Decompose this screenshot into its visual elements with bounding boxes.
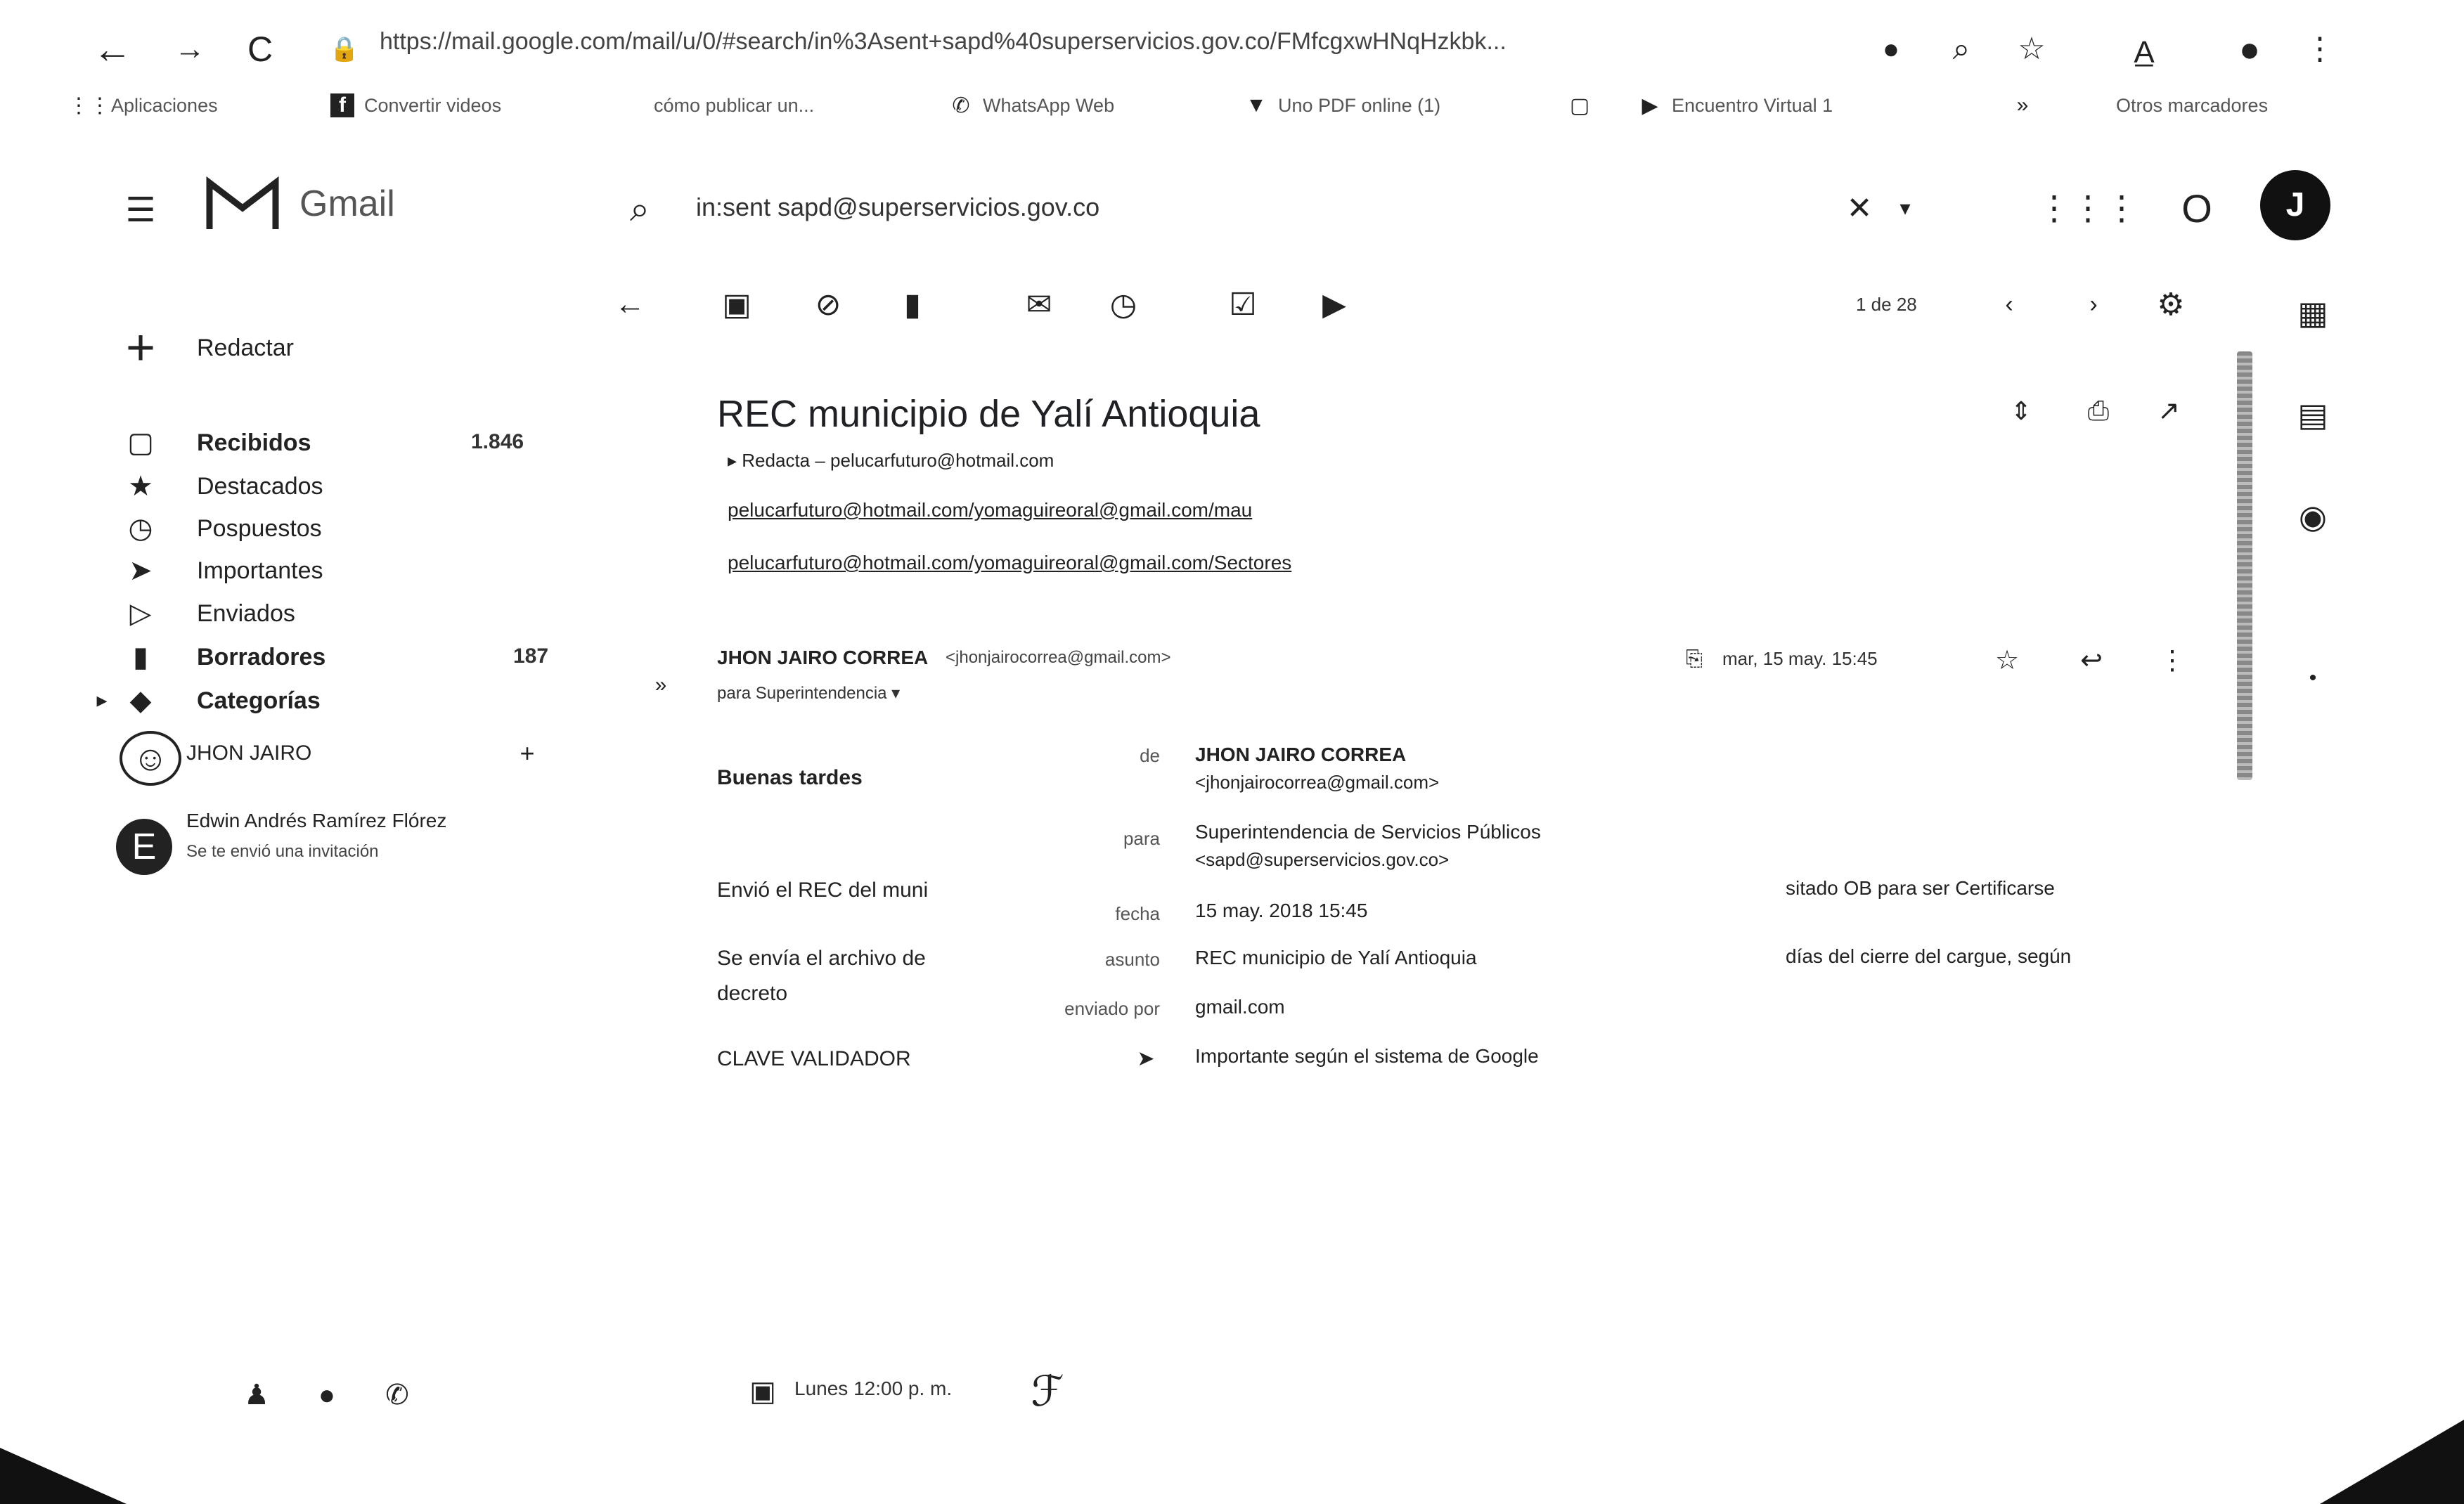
pdf-icon: ▼ (1246, 93, 1267, 117)
bookmark-youtube[interactable]: ▶ Encuentro Virtual 1 (1638, 84, 1833, 127)
new-window-icon[interactable]: ↗ (2157, 396, 2180, 426)
notifications-icon[interactable]: O (2181, 186, 2212, 231)
sidebar-item-pospuestos[interactable]: Pospuestos (197, 514, 322, 542)
draft-icon: ▮ (132, 642, 148, 673)
body-line-greeting: Buenas tardes (717, 766, 863, 789)
sender-email: <jhonjairocorrea@gmail.com> (946, 648, 1171, 667)
label-icon: ◆ (129, 685, 152, 716)
reload-icon[interactable]: C (247, 30, 273, 69)
extension-icon[interactable]: ● (1882, 34, 1900, 65)
forward-arrow-icon[interactable]: → (174, 32, 205, 66)
sidebar-item-recibidos[interactable]: Recibidos (197, 429, 311, 456)
hangouts-add-icon[interactable]: + (520, 739, 535, 767)
star-message-icon[interactable]: ☆ (1994, 646, 2020, 675)
compose-button[interactable]: Redactar (197, 334, 294, 361)
more-options-icon[interactable]: ⋮ (2159, 646, 2186, 675)
bookmark-page[interactable] (1568, 84, 1592, 127)
search-icon[interactable]: ⌕ (630, 189, 650, 228)
hangouts-chat-icon[interactable]: ▣ (749, 1376, 776, 1407)
bookmarks-bar (68, 84, 2439, 127)
sidebar-item-importantes[interactable]: Importantes (197, 557, 323, 584)
contact-status: Se te envió una invitación (186, 842, 379, 861)
detail-fecha: 15 may. 2018 15:45 (1195, 900, 1368, 921)
snooze-icon[interactable]: ◷ (1109, 287, 1137, 322)
email-subject: REC municipio de Yalí Antioquia (717, 393, 1260, 435)
print-icon[interactable]: ⎙ (2087, 396, 2110, 426)
delete-icon[interactable]: ▮ (903, 287, 922, 322)
body-right-2: días del cierre del cargue, según (1786, 945, 2072, 967)
main-menu-icon[interactable]: ☰ (125, 192, 156, 229)
body-line-clave: CLAVE VALIDADOR (717, 1047, 911, 1070)
reply-icon[interactable]: ↩ (2080, 646, 2103, 675)
gmail-m-icon (204, 176, 281, 232)
phone-icon[interactable]: ✆ (385, 1380, 409, 1411)
bookmark-overflow[interactable] (2011, 84, 2034, 127)
compose-plus-icon[interactable]: + (125, 320, 156, 376)
profile-icon[interactable]: ● (2238, 30, 2261, 69)
settings-gear-icon[interactable]: ⚙ (2157, 287, 2185, 322)
calendar-icon[interactable]: ▦ (2297, 294, 2328, 331)
person-icon[interactable]: ♟ (244, 1380, 269, 1411)
facebook-icon: f (330, 93, 354, 117)
clock-icon: ◷ (128, 513, 153, 544)
search-bar[interactable] (619, 184, 1926, 233)
sidebar-item-categorias[interactable]: Categorías (197, 687, 321, 714)
hangouts-avatar-icon[interactable]: ☺ (120, 731, 181, 786)
hangouts-user[interactable]: JHON JAIRO (186, 741, 312, 765)
detail-label-asunto: asunto (1104, 949, 1160, 970)
apps-grid-icon: ⋮⋮ (68, 93, 110, 117)
detail-para-email: <sapd@superservicios.gov.co> (1195, 849, 1450, 870)
body-line-envio: Envió el REC del muni (717, 879, 929, 902)
expand-arrow-icon[interactable]: ▸ (96, 689, 108, 712)
newer-icon[interactable]: ‹ (2005, 290, 2013, 318)
bookmark-star-icon[interactable]: ☆ (2018, 32, 2046, 66)
detail-de-email: <jhonjairocorrea@gmail.com> (1195, 772, 1440, 793)
to-line[interactable]: para Superintendencia ▾ (717, 684, 901, 703)
bookmark-otros[interactable]: Otros marcadores (2116, 94, 2269, 116)
detail-de-name: JHON JAIRO CORREA (1195, 744, 1407, 765)
scan-corner-left (0, 1448, 127, 1504)
recipients-line[interactable]: ▸ Redacta – pelucarfuturo@hotmail.com (728, 450, 1054, 471)
menu-kebab-icon[interactable]: ⋮ (2304, 32, 2335, 66)
sidebar-count-recibidos: 1.846 (471, 430, 524, 453)
add-task-icon[interactable]: ☑ (1229, 287, 1257, 322)
gmail-logo[interactable]: Gmail (204, 176, 395, 232)
sender-name[interactable]: JHON JAIRO CORREA (717, 647, 929, 668)
body-right-1: sitado OB para ser Certificarse (1786, 877, 2055, 899)
important-icon: ➤ (129, 555, 153, 586)
older-icon[interactable]: › (2089, 290, 2098, 318)
detail-label-fecha: fecha (1115, 903, 1160, 924)
detail-importante: Importante según el sistema de Google (1195, 1045, 1539, 1067)
forward-line-2[interactable]: pelucarfuturo@hotmail.com/yomaguireoral@gmail.com/Sectores (728, 552, 1292, 573)
body-line-archivo: Se envía el archivo de (717, 947, 926, 970)
contact-name[interactable]: Edwin Andrés Ramírez Flórez (186, 810, 447, 831)
google-apps-icon[interactable]: ⋮⋮⋮ (2037, 190, 2139, 227)
bookmark-apps[interactable]: ⋮⋮ Aplicaciones (68, 93, 218, 117)
footer-contact[interactable]: Lunes 12:00 p. m. (794, 1377, 953, 1399)
tasks-icon[interactable]: ◉ (2298, 498, 2328, 535)
lock-icon: 🔒 (329, 36, 360, 63)
clear-search-icon[interactable]: ✕ (1846, 191, 1873, 226)
search-input[interactable]: in:sent sapd@superservicios.gov.co (696, 193, 1100, 221)
expand-all-icon[interactable]: ⇕ (2010, 396, 2032, 425)
detail-label-de: de (1140, 745, 1160, 766)
pagination-text: 1 de 28 (1856, 294, 1917, 315)
move-to-icon[interactable]: ▶ (1322, 287, 1346, 322)
chevron-more-icon: » (2016, 93, 2029, 117)
mark-unread-icon[interactable]: ✉ (1026, 287, 1052, 322)
address-bar[interactable]: https://mail.google.com/mail/u/0/#search/in%3Asent+sapd%40superservicios.gov.co/FMfcgxwHNqHzkbk... (380, 28, 1507, 55)
sidebar-count-borradores: 187 (513, 644, 549, 668)
add-on-icon[interactable]: • (2309, 666, 2317, 689)
contact-avatar[interactable]: E (116, 819, 172, 875)
important-marker-icon: ➤ (1137, 1047, 1155, 1070)
scrollbar[interactable] (2237, 351, 2252, 780)
signature-scribble-icon: ℱ (1031, 1368, 1064, 1415)
chat-bubble-icon[interactable]: ● (318, 1380, 336, 1411)
keep-icon[interactable]: ▤ (2297, 396, 2328, 433)
zoom-icon[interactable]: ⌕ (1952, 32, 1970, 66)
archive-icon[interactable]: ▣ (722, 287, 752, 322)
forward-line-1[interactable]: pelucarfuturo@hotmail.com/yomaguireoral@gmail.com/mau (728, 499, 1253, 521)
detail-label-enviado: enviado por (1064, 998, 1160, 1019)
whatsapp-icon: ✆ (952, 93, 970, 117)
detail-enviado: gmail.com (1195, 996, 1285, 1018)
search-options-icon[interactable]: ▾ (1899, 197, 1911, 220)
sent-time: mar, 15 may. 15:45 (1722, 648, 1878, 669)
translate-icon[interactable]: A̲ (2134, 35, 2155, 70)
back-arrow-icon[interactable]: ← (93, 27, 132, 71)
account-avatar[interactable]: J (2260, 170, 2330, 240)
page-icon: ▢ (1569, 93, 1590, 117)
browser-chrome (0, 0, 2464, 148)
star-icon: ★ (128, 471, 153, 502)
back-to-list-icon[interactable]: ← (614, 287, 645, 321)
detail-para-name: Superintendencia de Servicios Públicos (1195, 821, 1541, 843)
bookmark-publicar[interactable]: cómo publicar un... (654, 94, 815, 116)
send-icon: ▷ (129, 598, 152, 629)
scan-corner-right (2320, 1420, 2464, 1504)
attachment-icon: ⎘ (1686, 647, 1703, 670)
inbox-icon: ▢ (127, 427, 154, 458)
detail-label-para: para (1123, 828, 1160, 849)
bookmark-convertir[interactable]: f Convertir videos (330, 84, 501, 127)
sidebar-item-destacados[interactable]: Destacados (197, 472, 323, 500)
youtube-icon: ▶ (1641, 93, 1658, 117)
report-spam-icon[interactable]: ⊘ (815, 287, 841, 322)
detail-asunto: REC municipio de Yalí Antioquia (1195, 947, 1477, 968)
collapse-icon[interactable]: » (654, 673, 667, 696)
bookmark-whatsapp[interactable]: ✆ WhatsApp Web (949, 84, 1114, 127)
bookmark-pdf[interactable]: ▼ Uno PDF online (1) (1244, 84, 1440, 127)
sidebar-item-enviados[interactable]: Enviados (197, 599, 295, 627)
sidebar-item-borradores[interactable]: Borradores (197, 643, 326, 670)
body-line-decreto: decreto (717, 982, 788, 1005)
